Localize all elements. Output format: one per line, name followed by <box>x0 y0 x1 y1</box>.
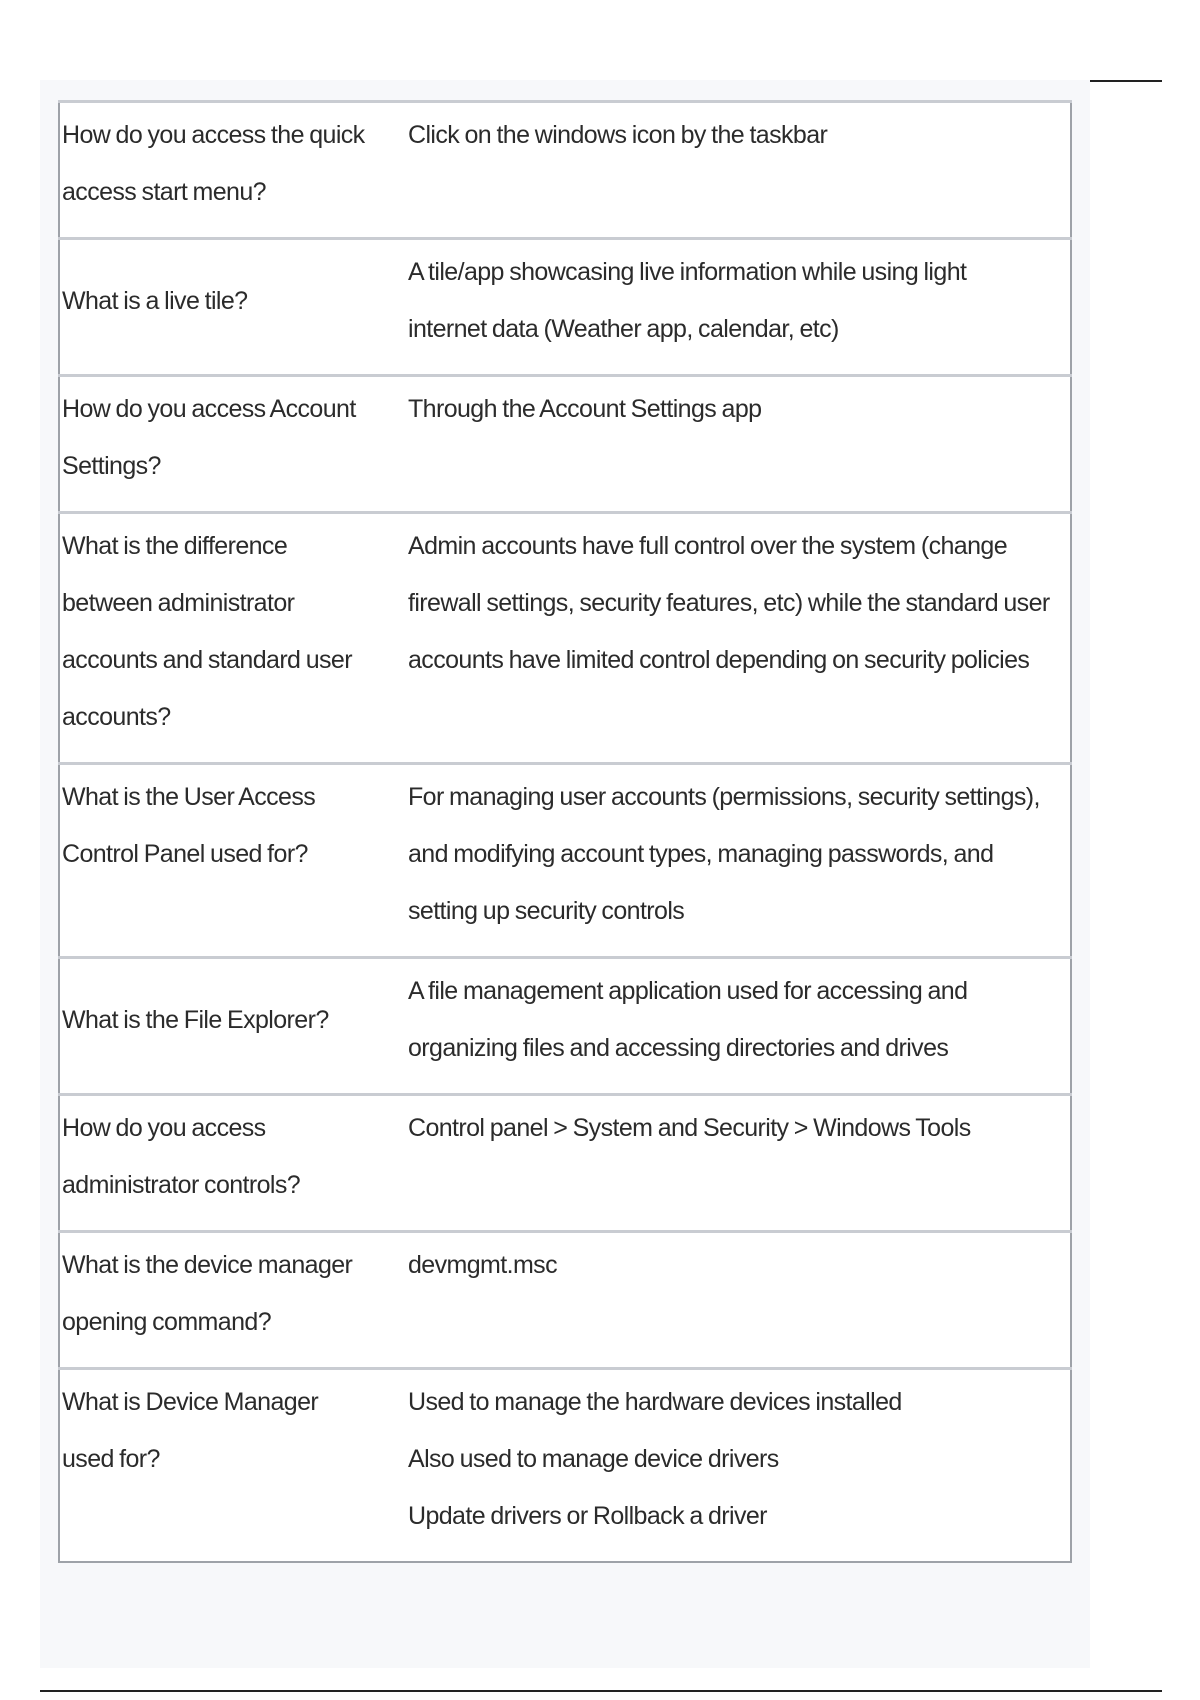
question-text: What is a live tile? <box>62 286 248 315</box>
answer-cell <box>372 1369 1071 1563</box>
answer-cell <box>372 1095 1071 1232</box>
table-row <box>59 239 1071 376</box>
table-row <box>59 1369 1071 1563</box>
question-text: How do you access the quick access start menu? <box>62 121 365 206</box>
question-cell <box>59 376 372 513</box>
answer-text: Control panel > System and Security > Windows Tools <box>408 1114 971 1142</box>
answer-cell <box>372 239 1071 376</box>
answer-cell <box>372 376 1071 513</box>
answer-cell <box>372 958 1071 1095</box>
table-row <box>59 102 1071 239</box>
question-cell <box>59 1369 372 1563</box>
answer-text: Click on the windows icon by the taskbar <box>408 121 828 149</box>
table-row <box>59 1095 1071 1232</box>
question-text: What is the User Access Control Panel used for? <box>62 783 316 868</box>
question-cell <box>59 1095 372 1232</box>
question-text: What is the difference between administrator accounts and standard user accounts? <box>62 532 352 731</box>
question-cell <box>59 513 372 764</box>
answer-text: Used to manage the hardware devices installed <box>408 1388 902 1416</box>
table-row <box>59 376 1071 513</box>
question-text: What is the device manager opening command? <box>62 1251 353 1336</box>
answer-text: Through the Account Settings app <box>408 395 762 423</box>
question-text: How do you access administrator controls? <box>62 1114 301 1199</box>
answer-cell <box>372 102 1071 239</box>
question-cell <box>59 1232 372 1369</box>
question-text: What is the File Explorer? <box>62 1005 329 1034</box>
header-rule <box>1090 80 1162 82</box>
answer-text: Also used to manage device drivers <box>408 1445 779 1473</box>
table-row <box>59 513 1071 764</box>
question-cell <box>59 239 372 376</box>
answer-cell <box>372 513 1071 764</box>
question-cell <box>59 102 372 239</box>
table-row <box>59 764 1071 958</box>
footer-rule <box>40 1690 1162 1692</box>
table-row <box>59 1232 1071 1369</box>
question-cell <box>59 958 372 1095</box>
question-text: What is Device Manager used for? <box>62 1388 319 1473</box>
answer-text: Admin accounts have full control over the system (change firewall settings, security features, etc) while the standard user accounts have limited control depending on security policies <box>408 532 1050 674</box>
answer-text: For managing user accounts (permissions, security settings), and modifying account types, managing passwords, and setting up security controls <box>408 783 1040 925</box>
answer-cell <box>372 764 1071 958</box>
qa-table <box>58 100 1072 1563</box>
question-cell <box>59 764 372 958</box>
table-row <box>59 958 1071 1095</box>
answer-cell <box>372 1232 1071 1369</box>
question-text: How do you access Account Settings? <box>62 395 356 480</box>
answer-text: Update drivers or Rollback a driver <box>408 1502 767 1530</box>
answer-text: A file management application used for accessing and organizing files and accessing directories and drives <box>408 977 968 1062</box>
answer-text: devmgmt.msc <box>408 1251 557 1279</box>
answer-text: A tile/app showcasing live information while using light internet data (Weather app, calendar, etc) <box>408 258 967 343</box>
